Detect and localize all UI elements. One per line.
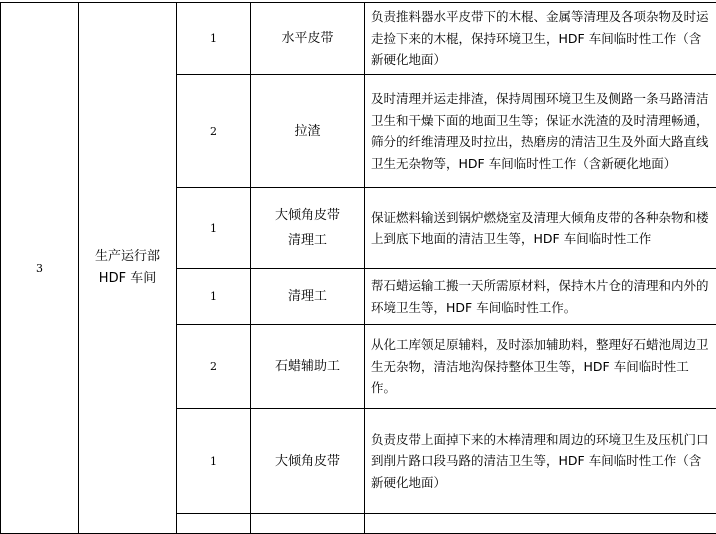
headcount-cell: 1 xyxy=(177,188,251,269)
duty-table xyxy=(0,2,716,534)
table-row xyxy=(1,3,716,75)
duty-description: 从化工库领足原辅料，及时添加辅助料，整理好石蜡池周边卫生无杂物，清洁地沟保持整体卫生等，HDF 车间临时性工作。 xyxy=(365,325,716,409)
seq-cell: 3 xyxy=(1,3,79,534)
post-line: 清理工 xyxy=(251,228,364,253)
department-line: HDF 车间 xyxy=(79,268,176,290)
post-line: 清理工 xyxy=(251,284,364,309)
post-cell xyxy=(251,3,365,75)
duty-description: 负责皮带上面掉下来的木棒清理和周边的环境卫生及压机门口到削片路口段马路的清洁卫生等，HDF 车间临时性工作（含新硬化地面） xyxy=(365,409,716,514)
duty-description: 负责推料器水平皮带下的木棍、金属等清理及各项杂物及时运走捡下来的木棍，保持环境卫生，HDF 车间临时性工作（含新硬化地面） xyxy=(365,3,716,75)
headcount-cell: 1 xyxy=(177,409,251,514)
post-line: 石蜡辅助工 xyxy=(251,354,364,379)
post-cell xyxy=(251,188,365,269)
post-line: 拉渣 xyxy=(251,119,364,144)
post-cell xyxy=(251,409,365,514)
empty-cell xyxy=(365,514,716,534)
post-cell xyxy=(251,269,365,325)
department-cell xyxy=(79,3,177,534)
headcount-cell: 2 xyxy=(177,325,251,409)
empty-cell xyxy=(177,514,251,534)
headcount-cell: 1 xyxy=(177,269,251,325)
duty-description: 帮石蜡运输工搬一天所需原材料，保持木片仓的清理和内外的环境卫生等，HDF 车间临时性工作。 xyxy=(365,269,716,325)
post-cell xyxy=(251,325,365,409)
duty-description: 保证燃料输送到锅炉燃烧室及清理大倾角皮带的各种杂物和楼上到底下地面的清洁卫生等，HDF 车间临时性工作 xyxy=(365,188,716,269)
post-line: 大倾角皮带 xyxy=(251,203,364,228)
post-line: 大倾角皮带 xyxy=(251,449,364,474)
duty-description: 及时清理并运走排渣，保持周围环境卫生及侧路一条马路清洁卫生和干燥下面的地面卫生等；保证水洗渣的及时清理畅通，筛分的纤维清理及时拉出，热磨房的清洁卫生及外面大路直线卫生无杂物等，HDF 车间临时性工作（含新硬化地面） xyxy=(365,75,716,188)
empty-cell xyxy=(251,514,365,534)
department-line: 生产运行部 xyxy=(79,246,176,268)
headcount-cell: 2 xyxy=(177,75,251,188)
post-line: 水平皮带 xyxy=(251,26,364,51)
post-cell xyxy=(251,75,365,188)
headcount-cell: 1 xyxy=(177,3,251,75)
